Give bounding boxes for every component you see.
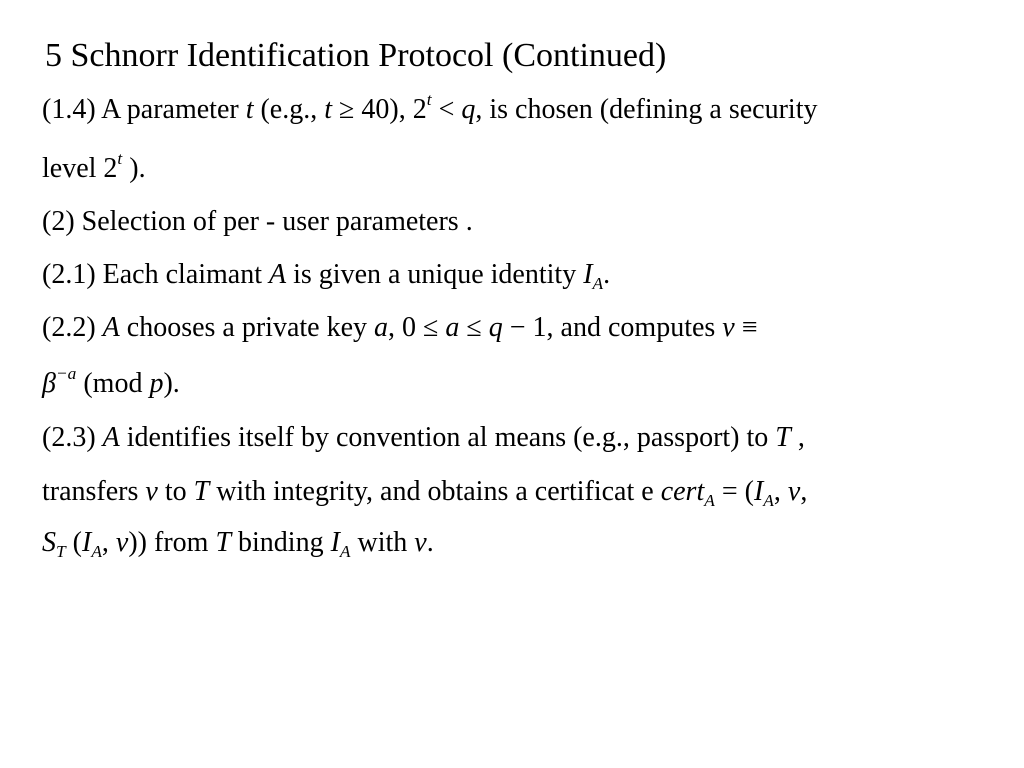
text: − 1, and computes <box>502 312 723 343</box>
var-v: v <box>145 476 158 507</box>
line-2-2 <box>42 311 758 345</box>
text: ≡ <box>734 312 758 343</box>
var-cert: cert <box>660 476 705 507</box>
var-A: A <box>102 312 120 343</box>
var-v: v <box>414 527 427 558</box>
text: (2.3) <box>42 422 103 453</box>
text: level 2 <box>42 153 118 184</box>
var-I: I <box>330 527 340 558</box>
var-T: T <box>215 527 232 558</box>
text: < <box>431 94 462 125</box>
text: chooses a private key <box>119 312 375 343</box>
var-p: p <box>149 368 164 399</box>
var-t: t <box>245 94 254 125</box>
subscript-A: A <box>91 542 102 562</box>
text: , <box>773 476 788 507</box>
subscript-A: A <box>763 491 774 511</box>
var-S: S <box>42 527 56 558</box>
text: , <box>790 422 805 453</box>
text: . <box>426 527 434 558</box>
subscript-A: A <box>339 542 351 562</box>
slide-title: 5 Schnorr Identification Protocol (Continued) <box>45 37 667 74</box>
text: binding <box>231 527 331 558</box>
line-2 <box>42 205 473 239</box>
text: (1.4) A parameter <box>42 94 246 125</box>
text: = ( <box>714 476 754 507</box>
line-1-4 <box>42 89 818 127</box>
text: (2.1) Each claimant <box>42 259 270 290</box>
text: is given a unique identity <box>286 259 584 290</box>
subscript-A: A <box>592 274 604 294</box>
text: . <box>603 259 611 290</box>
line-2-3 <box>42 421 805 455</box>
text: ). <box>163 368 180 399</box>
superscript-t: t <box>426 89 432 109</box>
text: to <box>157 476 194 507</box>
line-signature <box>42 526 434 560</box>
line-beta <box>42 363 180 401</box>
text: (2) Selection of per - user parameters . <box>42 206 473 237</box>
text: ≥ 40), 2 <box>332 94 427 125</box>
var-v: v <box>722 312 735 343</box>
text: , <box>800 476 808 507</box>
text: )) from <box>128 527 216 558</box>
line-transfers <box>42 475 807 509</box>
text: (2.2) <box>42 312 103 343</box>
var-a: a <box>374 312 389 343</box>
var-a: a <box>445 312 460 343</box>
text: identifies itself by convention al means (e.g., passport) to <box>119 422 776 453</box>
var-I: I <box>81 527 92 558</box>
var-A: A <box>269 259 287 290</box>
text: ≤ <box>459 312 489 343</box>
text: ). <box>122 153 146 184</box>
text: ( <box>65 527 82 558</box>
var-A: A <box>102 422 120 453</box>
var-q: q <box>488 312 503 343</box>
var-I: I <box>583 259 593 290</box>
var-T: T <box>193 476 210 507</box>
superscript-t: t <box>117 148 123 168</box>
subscript-A: A <box>704 491 715 511</box>
text: (e.g., <box>253 94 325 125</box>
var-t: t <box>324 94 333 125</box>
subscript-T: T <box>56 542 66 562</box>
var-beta: β <box>42 368 56 399</box>
line-2-1 <box>42 258 610 292</box>
text: with integrity, and obtains a certificat e <box>209 476 661 507</box>
text: , is chosen (defining a security <box>475 94 818 125</box>
var-T: T <box>775 422 791 453</box>
text: transfers <box>42 476 146 507</box>
text: with <box>350 527 415 558</box>
var-v: v <box>115 527 129 558</box>
line-security-level <box>42 148 146 186</box>
var-I: I <box>753 476 764 507</box>
text: , <box>101 527 116 558</box>
text: , 0 ≤ <box>388 312 446 343</box>
var-q: q <box>461 94 476 125</box>
superscript-minus-a: −a <box>55 363 77 383</box>
text: (mod <box>76 368 150 399</box>
var-v: v <box>787 476 801 507</box>
